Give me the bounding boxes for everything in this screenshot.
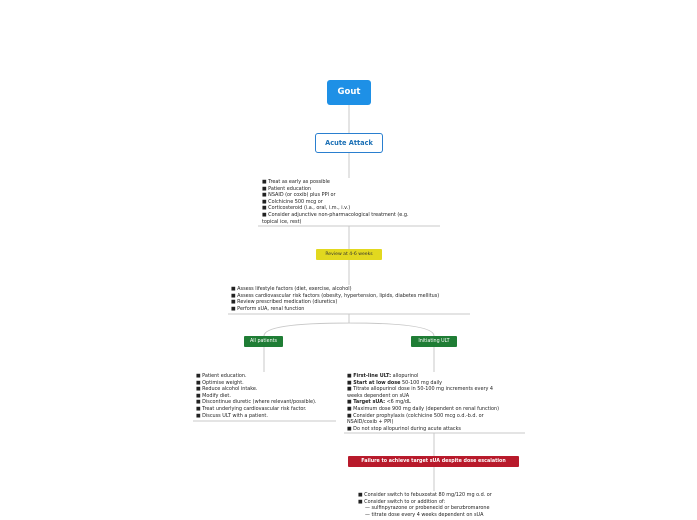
node-failure-target-sua[interactable]: Failure to achieve target sUA despite dose escalation — [348, 456, 519, 467]
review-notes — [231, 286, 439, 312]
acute-attack-notes — [262, 179, 409, 225]
note-line: ■ Modify diet. — [196, 392, 231, 399]
note-line: ■ Patient education. — [196, 373, 247, 379]
note-line: ■ Treat underlying cardiovascular risk factor. — [196, 405, 307, 412]
note-line: ■ Assess lifestyle factors (diet, exercise, alcohol) — [231, 286, 352, 292]
start-low-value: 50-100 mg daily — [400, 379, 443, 386]
note-line: ■ NSAID (or coxib) plus PPI or — [262, 192, 336, 199]
root-node-gout[interactable]: Gout — [327, 80, 371, 105]
note-line: ■ Reduce alcohol intake. — [196, 386, 258, 393]
node-review-4-6-weeks[interactable]: Review at 4-6 weeks — [316, 249, 382, 260]
note-line: ■ Consider prophylaxis (colchicine 500 mcg o.d.-b.d. or — [347, 412, 484, 419]
note-line: ■ Maximum dose 900 mg daily (dependent on renal function) — [347, 405, 499, 412]
note-line: ■ Colchicine 500 mcg or — [262, 198, 323, 205]
note-line: ■ Consider switch to or addition of: — [358, 498, 446, 505]
link-branch — [264, 314, 434, 336]
note-line: ■ Do not stop allopurinol during acute attacks — [347, 425, 461, 432]
note-line: ■ Patient education — [262, 185, 312, 192]
note-line: ■ Target sUA: <6 mg/dL — [347, 399, 411, 406]
note-line: ■ Start at low dose 50-100 mg daily — [347, 379, 443, 386]
note-sub-line: — sulfinpyrazone or probenecid or benzbromarone — [365, 505, 490, 512]
note-line: ■ Discontinue diuretic (where relevant/possible). — [196, 399, 317, 406]
initiating-ult-notes — [347, 373, 499, 432]
note-line: ■ Perform sUA, renal function — [231, 305, 305, 312]
note-sub-line: — titrate dose every 4 weeks dependent on sUA — [365, 511, 484, 518]
node-acute-attack[interactable]: Acute Attack — [315, 133, 383, 153]
note-line: ■ Corticosteroid (i.a., oral, i.m., i.v.) — [262, 205, 351, 212]
note-line: ■ Consider adjunctive non-pharmacological treatment (e.g. — [262, 211, 409, 218]
node-initiating-ult[interactable]: Initiating ULT — [411, 336, 457, 347]
note-line: ■ Optimise weight. — [196, 379, 244, 386]
note-line: ■ Assess cardiovascular risk factors (obesity, hypertension, lipids, diabetes mellitus) — [231, 292, 440, 299]
all-patients-notes — [196, 373, 316, 419]
note-line: NSAID/coxib + PPI) — [347, 419, 394, 426]
note-line: ■ Review prescribed medication (diuretics) — [231, 299, 338, 306]
failure-notes — [358, 492, 492, 518]
note-line: topical ice, rest) — [262, 218, 302, 225]
node-all-patients[interactable]: All patients — [244, 336, 283, 347]
start-low-label: Start at low dose — [353, 379, 401, 386]
note-line: ■ Titrate allopurinol dose in 50-100 mg increments every 4 — [347, 386, 494, 393]
target-label: Target sUA: — [353, 399, 386, 406]
note-line: ■ Consider switch to febuxostat 80 mg/120 mg o.d. or — [358, 492, 492, 498]
first-line-value: allopurinol — [391, 373, 419, 379]
note-line: ■ Treat as early as possible — [262, 179, 330, 185]
note-line: ■ Discuss ULT with a patient. — [196, 412, 268, 419]
note-line: ■ First-line ULT: allopurinol — [347, 373, 419, 379]
first-line-label: First-line ULT: — [353, 373, 392, 379]
target-value: <6 mg/dL — [385, 399, 411, 406]
note-line: weeks dependent on sUA — [347, 392, 410, 399]
